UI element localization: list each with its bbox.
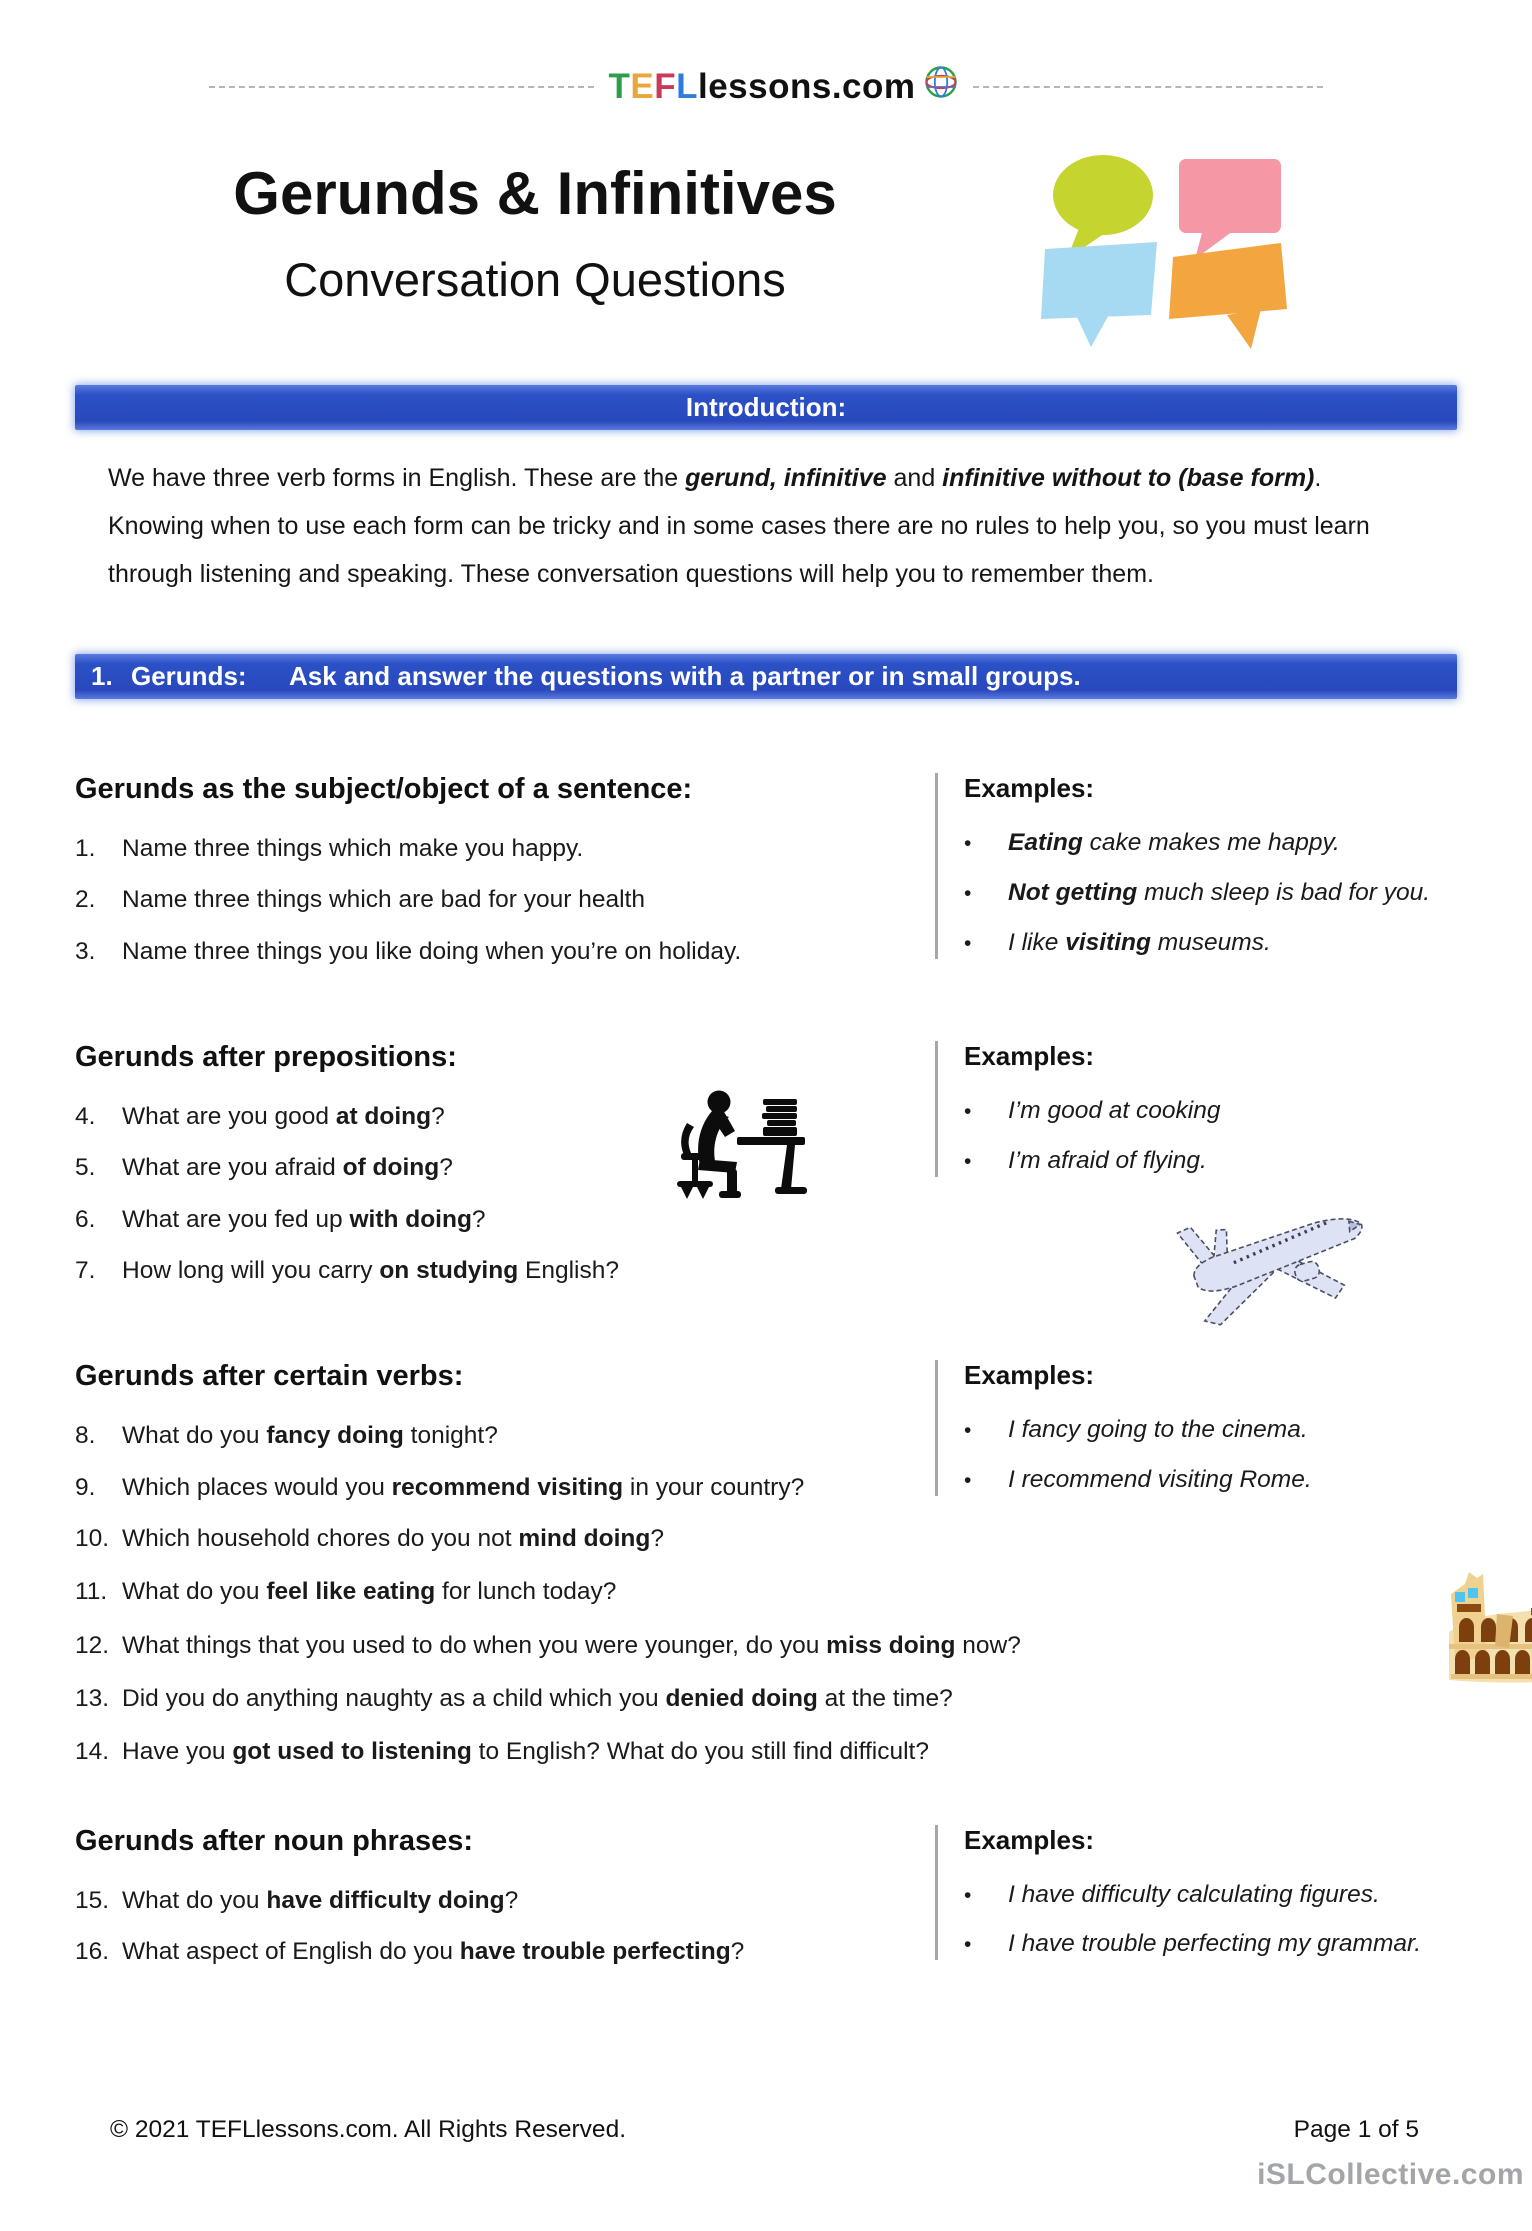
question-number: 8.: [75, 1422, 96, 1450]
site-logo: [608, 64, 958, 109]
question-item: [75, 1936, 880, 1968]
examples-column: [935, 773, 1457, 987]
question-number: 1.: [75, 835, 96, 862]
question-text: What are you afraid of doing?: [122, 1154, 453, 1182]
example-text: I have difficulty calculating figures.: [1008, 1880, 1380, 1908]
bullet-icon: •: [964, 931, 972, 955]
section-heading: Gerunds after certain verbs:: [75, 1360, 464, 1393]
question-text: What do you feel like eating for lunch today?: [122, 1578, 617, 1606]
logo-letter-l: L: [676, 66, 698, 106]
question-item: [75, 1255, 880, 1287]
examples-column: [935, 1825, 1457, 1988]
section-heading: Gerunds as the subject/object of a sentence:: [75, 773, 693, 805]
logo-letter-e: E: [630, 66, 655, 106]
examples-box: [935, 1825, 1457, 1961]
introduction-banner-label: Introduction:: [685, 392, 847, 422]
introduction-paragraph: We have three verb forms in English. These are the gerund, infinitive and infinitive without to (base form). Knowing when to use each form can be tricky and in some cases there are no rules to help you, so you must learn through listening and speaking. These conversation questions will help you to remember them.: [108, 464, 1370, 588]
question-number: 13.: [75, 1684, 110, 1712]
bullet-icon: •: [964, 1099, 972, 1123]
section-certain-verbs: [75, 1360, 1457, 1574]
question-item: [75, 884, 880, 916]
question-item: [75, 1523, 880, 1555]
examples-box: [935, 773, 1457, 959]
sections: [75, 773, 1457, 1987]
examples-column: [935, 1360, 1457, 1574]
examples-box: [935, 1041, 1457, 1177]
example-text: I’m afraid of flying.: [1008, 1146, 1207, 1174]
question-text: Name three things which are bad for your health: [122, 886, 645, 914]
question-column: [75, 1825, 935, 1988]
introduction-banner: [75, 385, 1457, 430]
copyright-text: © 2021 TEFLlessons.com. All Rights Reserved.: [110, 2116, 626, 2143]
question-item: [75, 1885, 880, 1917]
question-text: Name three things you like doing when you’re on holiday.: [122, 937, 742, 965]
question-number: 14.: [75, 1738, 110, 1766]
example-item: [964, 877, 1457, 909]
section-banner-label: Gerunds:: [131, 661, 247, 691]
question-text: What are you fed up with doing?: [122, 1205, 486, 1233]
speech-bubbles-icon: [1037, 147, 1292, 355]
bullet-icon: •: [964, 1419, 972, 1443]
section-heading: Gerunds after prepositions:: [75, 1040, 457, 1073]
question-item: [75, 1420, 880, 1452]
question-item: [75, 1472, 880, 1504]
section-1-banner: [75, 654, 1457, 699]
bullet-icon: •: [964, 1883, 972, 1907]
examples-heading: Examples:: [964, 1040, 1095, 1071]
question-text: Which household chores do you not mind doing?: [122, 1524, 664, 1552]
question-item: [75, 1736, 1227, 1768]
example-item: [964, 1095, 1457, 1127]
bullet-icon: •: [964, 881, 972, 905]
question-text: What do you have difficulty doing?: [122, 1886, 519, 1914]
question-number: 2.: [75, 886, 96, 914]
question-text: Which places would you recommend visiting in your country?: [122, 1473, 805, 1501]
question-number: 15.: [75, 1886, 110, 1914]
example-text: I’m good at cooking: [1008, 1096, 1221, 1124]
example-item: [964, 927, 1457, 959]
question-number: 9.: [75, 1473, 96, 1501]
question-column: [75, 1041, 935, 1306]
bullet-icon: •: [964, 1933, 972, 1957]
question-number: 11.: [75, 1578, 108, 1606]
logo-letter-t: T: [608, 66, 631, 106]
example-text: I fancy going to the cinema.: [1008, 1416, 1308, 1444]
section-banner-number: 1.: [91, 661, 113, 691]
question-item: [75, 936, 880, 968]
example-text: Not getting much sleep is bad for you.: [1008, 878, 1431, 906]
page-subtitle: Conversation Questions: [284, 253, 786, 306]
bullet-icon: •: [964, 1469, 972, 1493]
question-number: 16.: [75, 1937, 110, 1965]
question-text: Did you do anything naughty as a child which you denied doing at the time?: [122, 1684, 953, 1712]
question-number: 10.: [75, 1524, 110, 1552]
question-item: [75, 1683, 1227, 1715]
question-text: What things that you used to do when you were younger, do you miss doing now?: [122, 1631, 1021, 1659]
question-item: [75, 1630, 1227, 1662]
example-item: [964, 1928, 1457, 1960]
question-text: What are you good at doing?: [122, 1102, 445, 1130]
example-item: [964, 827, 1457, 859]
section-prepositions: [75, 1041, 1457, 1306]
question-text: Name three things which make you happy.: [122, 835, 584, 862]
section-subject-object: [75, 773, 1457, 987]
question-text: What aspect of English do you have trouble perfecting?: [122, 1937, 745, 1965]
studying-person-icon: [671, 1087, 811, 1214]
examples-heading: Examples:: [964, 773, 1095, 803]
example-text: Eating cake makes me happy.: [1008, 829, 1340, 856]
question-item: [75, 833, 880, 865]
airplane-icon: [1171, 1191, 1381, 1336]
example-item: [964, 1414, 1457, 1446]
question-column-full-width: [75, 1576, 1457, 1768]
footer: [110, 2116, 1457, 2144]
question-text: What do you fancy doing tonight?: [122, 1422, 498, 1450]
logo-text: lessons.com: [697, 66, 916, 106]
logo-letter-f: F: [654, 66, 677, 106]
examples-box: [935, 1360, 1457, 1496]
section-noun-phrases: [75, 1825, 1457, 1988]
worksheet-page: [0, 64, 1532, 1987]
header-rule-right: [973, 86, 1323, 88]
title-column: [75, 147, 995, 355]
question-number: 3.: [75, 937, 96, 965]
example-text: I like visiting museums.: [1008, 928, 1271, 956]
title-block: [75, 147, 1457, 355]
question-item: [75, 1576, 1227, 1608]
page-number: Page 1 of 5: [1293, 2116, 1419, 2143]
colosseum-icon: [1435, 1560, 1532, 1705]
question-number: 5.: [75, 1154, 96, 1182]
examples-column: [935, 1041, 1457, 1306]
examples-heading: Examples:: [964, 1824, 1095, 1855]
example-item: [964, 1879, 1457, 1911]
question-number: 6.: [75, 1205, 96, 1233]
question-number: 4.: [75, 1102, 96, 1130]
example-text: I recommend visiting Rome.: [1008, 1466, 1312, 1494]
bullet-icon: •: [964, 1149, 972, 1173]
question-column: [75, 773, 935, 987]
question-column: [75, 1360, 935, 1574]
example-item: [964, 1145, 1457, 1177]
examples-heading: Examples:: [964, 1360, 1095, 1391]
bullet-icon: •: [964, 832, 972, 855]
question-number: 7.: [75, 1256, 96, 1284]
section-banner-instruction: Ask and answer the questions with a partner or in small groups.: [289, 661, 1081, 691]
example-text: I have trouble perfecting my grammar.: [1008, 1930, 1422, 1958]
header: [75, 64, 1457, 109]
question-text: Have you got used to listening to English? What do you still find difficult?: [122, 1738, 929, 1766]
question-text: How long will you carry on studying English?: [122, 1256, 619, 1284]
question-number: 12.: [75, 1631, 110, 1659]
globe-icon: [923, 64, 959, 109]
section-heading: Gerunds after noun phrases:: [75, 1824, 474, 1857]
page-title: Gerunds & Infinitives: [233, 160, 837, 227]
example-item: [964, 1464, 1457, 1496]
watermark-text: iSLCollective.com: [1257, 2158, 1524, 2191]
header-rule-left: [209, 86, 594, 88]
